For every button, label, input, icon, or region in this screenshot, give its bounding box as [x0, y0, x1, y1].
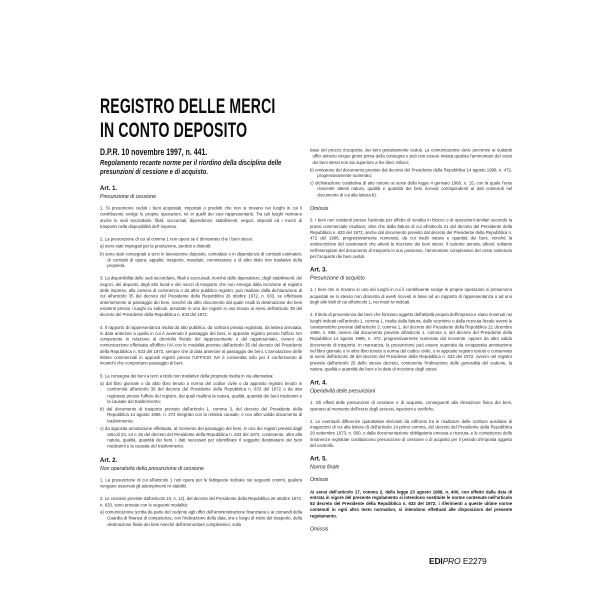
decree-heading: D.P.R. 10 novembre 1997, n. 441.: [100, 147, 208, 157]
art2-comma-2-item-a: a) comunicazione scritta da parte del cedente agli uffici dell'amministrazione finanziaria e ai comandi della Guardia di finanza di competenza, con l'indicazione della data, ora e luogo di inizio del trasporto, della destinazione finale dei beni nonché dell'ammontare complessivo, sulla: [100, 510, 303, 527]
art4-comma-1: 1. Gli effetti delle presunzioni di cessione e di acquisto, conseguenti alla rilevazione fisica dei beni, operano al momento dell'inizio degli accessi, ispezioni e verifiche.: [310, 401, 513, 412]
art2-comma-2-item-b: b) emissione del documento previsto dal decreto del Presidente della Repubblica 14 agosto 1996, n. 472, progressivamente numerato;: [310, 168, 513, 179]
edipro-brand-italic: PRO: [442, 556, 461, 566]
art5-final-provision: Ai sensi dell'articolo 17, comma 2, della legge 23 agosto 1988, n. 400, con effetto dalla data di entrata in vigore del presente regolamento si intendono sostituite le norme contenute nell'articolo 53 decreto del Presidente della Repubblica n. 633 del 1972; i riferimenti a queste ultime norme contenuti in ogni altro testo normativo, si intendono effettuati alle disposizioni del presente regolamento.: [310, 490, 513, 519]
decree-subtitle-line2: presunzioni di cessione e di acquisto.: [100, 166, 209, 176]
article-1-subheading: Presunzione di cessione: [100, 192, 156, 200]
art2-comma-1: 1. La presunzione di cui all'articolo 1 non opera per le fattispecie indicate nei seguenti commi, qualora vengano osservati gli adempimenti ivi stabiliti.: [100, 478, 303, 489]
art3-comma-1: 1. I beni che si trovano in uno dei luoghi in cui il contribuente svolge le proprie operazioni si presumono acquistati se lo stesso non dimostra di averli ricevuti in base ad un rapporto di rappresentanza o ad uno degli altri titoli di cui all'articolo 1, nei modi ivi indicati.: [310, 288, 513, 305]
art2-comma-5: 5. I beni non esistenti presso l'azienda per effetto di vendita in blocco o di operazioni similari secondo la prassi commerciale risultano, oltre che dalla fattura di cui all'articolo 21 del decreto del Presidente della Repubblica n. 633 del 1972, anche dal documento previsto dal decreto del Presidente della Repubblica n. 472 del 1996, progressivamente numerato, da cui risulti natura e quantità dei beni, nonché la sottoscrizione del cessionario che attesti la ricezione dei beni stessi. Il cedente annota, altresì, soltanto nell'esemplare del documento di trasporto in suo possesso, l'ammontare complessivo del costo sostenuto per l'acquisto dei beni ceduti.: [310, 218, 513, 260]
art1-comma-5: 5. La consegna dei beni a terzi a titolo non traslativo della proprietà risulta in via alternativa:: [100, 373, 274, 379]
art1-comma-2-item-b: b) sono stati consegnati a terzi in lavorazione deposito, comodato o in dipendenza di contratti estimatori, di contratti di opera, appalto, trasporto, mandato, commissione o di altro titolo non traslativo della proprietà.: [100, 251, 303, 269]
art4-comma-2: 2. Le eventuali differenze quantitative derivanti da raffronto tra le risultanze delle scritture ausiliarie di magazzino di cui alla lettera d) dell'articolo 14 primo comma, del decreto del Presidente della Repubblica 29 settembre 1973, n. 600, o dalla documentazione obbligatoria emessa e ricevuta, e le consistenze delle rimanenze registrate costituiscono presunzione di cessione o di acquisto per il periodo d'imposta oggetto del controllo.: [310, 419, 513, 449]
art1-comma-2-item-a: a) sono stati impiegati per la produzione, perduti o distrutti:: [100, 244, 212, 249]
article-5-subheading: Norma finale: [310, 463, 340, 471]
decree-block: [100, 147, 307, 176]
page-title-line2: IN CONTO DEPOSITO: [100, 119, 248, 142]
art5-omissis-before: Omissis: [310, 476, 329, 483]
edipro-brand-bold: EDI: [429, 556, 443, 566]
article-2-subheading: Non operatività della presunzione di cessione: [100, 464, 204, 471]
article-5-heading: Art. 5.: [310, 454, 328, 463]
left-column: [100, 95, 305, 600]
page-title: [100, 95, 314, 143]
art2-comma-2: 2. Le cessioni previste dall'articolo 10, n. 12), del decreto del Presidente della Repubblica 26 ottobre 1972, n. 633, sono provate con le seguenti modalità:: [100, 496, 303, 508]
art2-comma-2-item-c: c) dichiarazione costitutiva di atto notorio ai sensi della legge 4 gennaio 1968, n. 15, con la quale l'ente ricevente attesti natura, qualità e quantità dei beni ricevuti corrispondenti ai dati contenuti nel documento di cui alla lettera b).: [310, 181, 513, 198]
art5-omissis-after: Omissis: [310, 525, 329, 532]
art1-comma-4: 4. Il rapporto di rappresentanza risulta da atto pubblico, da scrittura privata registrata, da lettera annotata, in data anteriore a quella in cui è avvenuto il passaggio dei beni, in apposito registro presso l'ufficio IVA competente in relazione al domicilio fiscale del rappresentante o del rappresentato, ovvero da comunicazione effettuata all'ufficio IVA con le modalità previste dall'articolo 35 del decreto del Presidente della Repubblica n. 633 del 1972, sempre che di data anteriore al passaggio dei beni. L'annotazione delle lettere commerciali in appositi registri presso l'UFFICIO IVA è consentita solo per il conferimento di incarichi che comportano passaggio di beni.: [100, 325, 303, 366]
article-3-heading: Art. 3.: [310, 266, 328, 274]
art1-comma-1: 1. Si presumono ceduti i beni acquistati, importati o prodotti che non si trovano nei luoghi in cui il contribuente svolge le proprie operazioni, né in quelli dei suoi rappresentanti. Tra tali luoghi rientrano anche le sedi secondarie, filiali, succursali, dipendenze, stabilimenti, negozi, depositi ed i mezzi di trasporto nella disponibilità dell' impresa.: [100, 206, 303, 229]
form-code: E2279: [462, 556, 487, 566]
edipro-logo: [429, 556, 487, 566]
article-4-subheading: Operatività delle presunzioni: [310, 387, 376, 394]
page-title-line1: REGISTRO DELLE MERCI: [100, 95, 276, 118]
art2-omissis: Omissis: [310, 204, 329, 212]
right-column: [310, 148, 515, 600]
art1-comma-5-item-a: a) dal libro giornale o da altro libro tenuto a norma del codice civile o da apposito registro tenuto in conformità all'articolo 39 del decreto del Presidente della Repubblica n. 633 del 1972 o da atto registrato presso l'ufficio del registro, dai quali risultino la natura, qualità, quantità dei beni medesimi e la causale del trasferimento;: [100, 381, 303, 404]
art2-comma-2-item-a-continuation: base del prezzo d'acquisto, dei beni gratuitamente ceduti. La comunicazione deve pervenire ai suddetti uffici almeno cinque giorni prima della consegna e può non essere inviata qualora l'ammontare del costo dei beni stessi non sia superiore a lire dieci milioni;: [310, 148, 513, 166]
right-column-body: [310, 148, 512, 532]
art1-comma-5-item-c: c) da apposita annotazione effettuata, al momento del passaggio dei beni, in uno dei registri previsti dagli articoli 23, 24 e 25 del decreto del Presidente della Repubblica n. 633 del 1972, contenente, oltre alla natura, qualità, quantità dei beni, i dati necessari per identificare il soggetto destinatario dei beni medesimi e la causale del trasferimento.: [100, 426, 303, 449]
decree-subtitle-line1: Regolamento recante norme per il riordino della disciplina delle: [100, 157, 282, 167]
article-3-subheading: Presunzione di acquisto: [310, 274, 365, 282]
left-column-body: [100, 185, 302, 528]
art1-comma-3: 3. La disponibilità delle sedi secondarie, filiali o succursali, nonché delle dipendenze, degli stabilimenti, dei negozi, dei depositi, degli altri locali e dei mezzi di trasporto che non emerga dalla iscrizione al registro delle imprese, alla camera di commercio o da altro pubblico registro, può risultare dalla dichiarazione di cui all'articolo 35 del decreto del Presidente della Repubblica 26 ottobre 1972, n. 633, se effettuata anteriormente al passaggio dei beni, nonché da altro documento dal quale risulti la destinazione dei beni esistenti presso i luoghi su indicati, annotato in uno dei registri in uso tenuto ai sensi dell'articolo 39 del decreto del Presidente della Repubblica n. 633 del 1972.: [100, 276, 303, 317]
article-1-heading: Art. 1.: [100, 183, 118, 192]
article-2-heading: Art. 2.: [100, 455, 118, 463]
art1-comma-5-item-b: b) dal documento di trasporto previsto dall'articolo 1, comma 3, del decreto del Presidente della Repubblica 14 agosto 1996, n. 472 integrato con la relativa causale, o con altro valido documento di trasferimento;: [100, 406, 303, 424]
article-4-heading: Art. 4.: [310, 378, 328, 386]
art1-comma-2: 2. La presunzione di cui al comma 1 non opera se è dimostrato che i beni stessi:: [100, 236, 253, 242]
art3-comma-2: 2. Il titolo di provenienza dei beni che formano oggetto dell'attività propria dell'impresa e siano rinvenuti nei luoghi indicati nell'articolo 1, comma 1, risulta dalla fattura, dallo scontrino o dalla ricevuta fiscale aventi le caratteristiche previste dall'articolo 3, comma 1, del decreto del Presidente della Repubblica 21 dicembre 1996, n. 696, ovvero dal documento previsto all'articolo 1, comma 3, del decreto del Presidente della Repubblica 14 agosto 1996, n. 472, progressivamente numerato dal ricevente, oppure da altro valido documento di trasporto. In mancanza, la presunzione può essere superata da un'apposita annotazione nel libro giornale o in altro libro tenuto a norma del codice civile, o in apposito registro tenuto e conservato ai sensi dell'articolo 39 del decreto del Presidente della Repubblica n. 633 del 1972, ovvero nel registro previsto dall'articolo 25 dello stesso decreto, contenente l'indicazione delle generalità del cedente, la natura, qualità e quantità dei beni e la data di ricezione degli stessi.: [310, 313, 513, 372]
